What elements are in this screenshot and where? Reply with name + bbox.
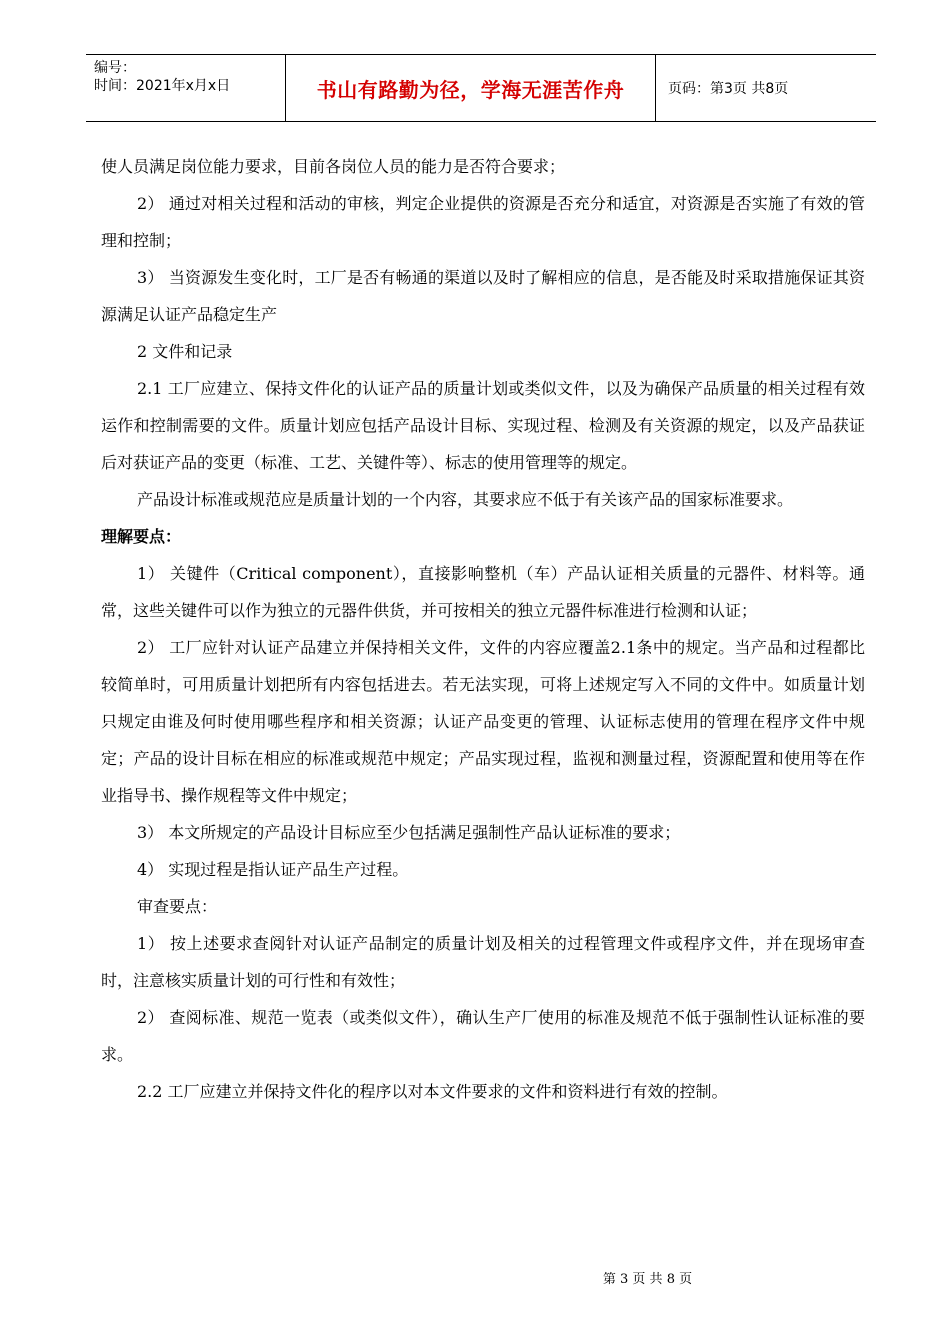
body-paragraph: 3） 当资源发生变化时，工厂是否有畅通的渠道以及时了解相应的信息，是否能及时采取措施保证其资源满足认证产品稳定生产 bbox=[101, 268, 865, 324]
body-paragraph: 1） 关键件（Critical component），直接影响整机（车）产品认证相关质量的元器件、材料等。通常，这些关键件可以作为独立的元器件供货，并可按相关的独立元器件标准进行检测和认证； bbox=[101, 564, 865, 620]
body-paragraph: 1） 按上述要求查阅针对认证产品制定的质量计划及相关的过程管理文件或程序文件，并在现场审查时，注意核实质量计划的可行性和有效性； bbox=[101, 934, 865, 990]
body-paragraph: 2.2 工厂应建立并保持文件化的程序以对本文件要求的文件和资料进行有效的控制。 bbox=[137, 1082, 728, 1101]
document-time-label: 时间：2021年x月x日 bbox=[94, 78, 231, 94]
body-paragraph: 2.1 工厂应建立、保持文件化的认证产品的质量计划或类似文件，以及为确保产品质量的相关过程有效运作和控制需要的文件。质量计划应包括产品设计目标、实现过程、检测及有关资源的规定，以及产品获证后对获证产品的变更（标准、工艺、关键件等）、标志的使用管理等的规定。 bbox=[101, 379, 865, 472]
body-paragraph: 2） 工厂应针对认证产品建立并保持相关文件，文件的内容应覆盖2.1条中的规定。当产品和过程都比较简单时，可用质量计划把所有内容包括进去。若无法实现，可将上述规定写入不同的文件中。如质量计划只规定由谁及何时使用哪些程序和相关资源；认证产品变更的管理、认证标志使用的管理在程序文件中规定；产品的设计目标在相应的标准或规范中规定；产品实现过程，监视和测量过程，资源配置和使用等在作业指导书、操作规程等文件中规定； bbox=[101, 638, 865, 805]
body-paragraph: 产品设计标准或规范应是质量计划的一个内容，其要求应不低于有关该产品的国家标准要求。 bbox=[137, 490, 794, 509]
body-paragraph: 2） 查阅标准、规范一览表（或类似文件），确认生产厂使用的标准及规范不低于强制性认证标准的要求。 bbox=[101, 1008, 865, 1064]
page-header bbox=[86, 54, 876, 122]
body-paragraph: 使人员满足岗位能力要求，目前各岗位人员的能力是否符合要求； bbox=[101, 157, 566, 176]
body-paragraph: 4） 实现过程是指认证产品生产过程。 bbox=[137, 860, 409, 879]
document-body bbox=[101, 148, 865, 1110]
document-number-label: 编号： bbox=[94, 60, 136, 76]
footer-page-number: 第 3 页 共 8 页 bbox=[602, 1272, 693, 1287]
body-paragraph: 审查要点： bbox=[137, 897, 218, 916]
body-paragraph: 2 文件和记录 bbox=[137, 342, 233, 361]
body-paragraph: 3） 本文所规定的产品设计目标应至少包括满足强制性产品认证标准的要求； bbox=[137, 823, 681, 842]
header-meta-cell bbox=[86, 55, 286, 121]
header-page-code: 页码：第3页 共8页 bbox=[668, 81, 789, 97]
header-motto: 书山有路勤为径，学海无涯苦作舟 bbox=[286, 55, 656, 121]
body-paragraph: 2） 通过对相关过程和活动的审核，判定企业提供的资源是否充分和适宜，对资源是否实施了有效的管理和控制； bbox=[101, 194, 865, 250]
section-heading: 理解要点： bbox=[101, 527, 182, 546]
page-footer bbox=[0, 1268, 950, 1287]
